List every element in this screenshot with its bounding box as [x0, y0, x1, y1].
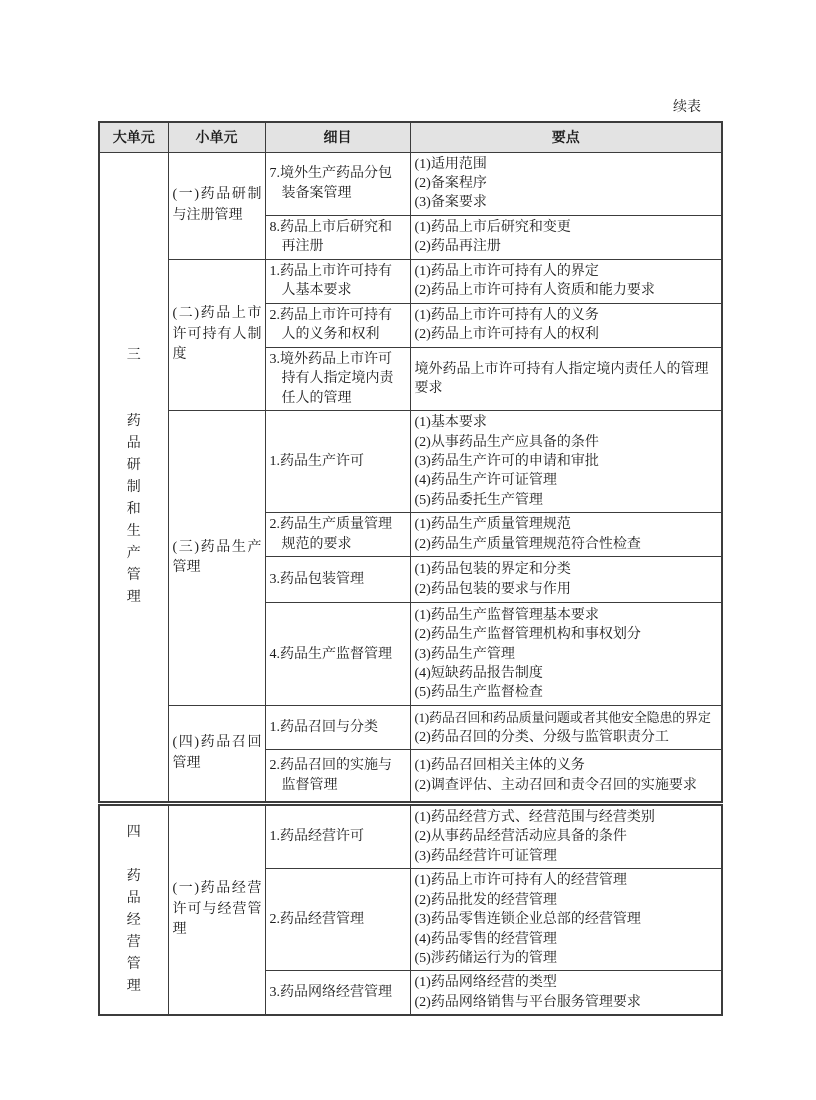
- point-line: (1)药品生产质量管理规范: [414, 517, 571, 533]
- point-line: (1)药品召回和药品质量问题或者其他安全隐患的界定: [414, 710, 711, 726]
- syllabus-table: [98, 121, 723, 1016]
- minor-unit-cell: (一)药品研制与注册管理: [168, 152, 265, 259]
- continued-table-label: 续表: [673, 100, 701, 115]
- major-unit-name: 药品研制和生产管理: [126, 413, 141, 605]
- key-points-cell: [410, 259, 722, 303]
- point-line: (1)药品上市许可持有人的界定: [414, 263, 599, 279]
- point-line: (2)调查评估、主动召回和责令召回的实施要求: [414, 777, 697, 793]
- point-line: (1)药品包装的界定和分类: [414, 562, 571, 578]
- point-line: (1)药品召回相关主体的义务: [414, 758, 585, 774]
- detail-item-cell: 1.药品召回与分类: [265, 706, 410, 750]
- table-row: [99, 706, 722, 750]
- key-points-cell: [410, 603, 722, 706]
- point-line: (3)药品经营许可证管理: [414, 848, 557, 864]
- point-line: (4)短缺药品报告制度: [414, 665, 543, 681]
- detail-item-cell: 7.境外生产药品分包装备案管理: [265, 152, 410, 215]
- detail-item-cell: 2.药品生产质量管理规范的要求: [265, 513, 410, 557]
- key-points-cell: [410, 971, 722, 1015]
- major-unit-cell: [99, 152, 168, 804]
- header-cell-detail: 细目: [265, 122, 410, 152]
- point-line: (1)药品网络经营的类型: [414, 975, 557, 991]
- point-line: 境外药品上市许可持有人指定境内责任人的管理要求: [414, 361, 709, 396]
- detail-item-cell: 1.药品生产许可: [265, 411, 410, 513]
- detail-item-cell: 2.药品召回的实施与监督管理: [265, 750, 410, 804]
- minor-unit-cell: (三)药品生产管理: [168, 411, 265, 706]
- point-line: (4)药品零售的经营管理: [414, 931, 557, 947]
- point-line: (1)药品上市后研究和变更: [414, 219, 571, 235]
- point-line: (1)药品上市许可持有人的经营管理: [414, 873, 627, 889]
- point-line: (1)基本要求: [414, 415, 487, 431]
- minor-unit-cell: (四)药品召回管理: [168, 706, 265, 804]
- detail-item-cell: 2.药品上市许可持有人的义务和权利: [265, 303, 410, 347]
- key-points-cell: [410, 706, 722, 750]
- table-row: [99, 259, 722, 303]
- point-line: (2)药品网络销售与平台服务管理要求: [414, 994, 641, 1010]
- point-line: (5)药品委托生产管理: [414, 492, 543, 508]
- header-cell-major-unit: 大单元: [99, 122, 168, 152]
- point-line: (1)药品经营方式、经营范围与经营类别: [414, 810, 655, 826]
- major-unit-name: 药品经营管理: [126, 869, 141, 995]
- point-line: (2)药品再注册: [414, 239, 501, 255]
- key-points-cell: [410, 215, 722, 259]
- detail-item-cell: 3.境外药品上市许可持有人指定境内责任人的管理: [265, 347, 410, 411]
- point-line: (5)药品生产监督检查: [414, 685, 543, 701]
- point-line: (2)备案程序: [414, 175, 487, 191]
- detail-item-cell: 1.药品上市许可持有人基本要求: [265, 259, 410, 303]
- header-cell-key-points: 要点: [410, 122, 722, 152]
- point-line: (2)药品召回的分类、分级与监管职责分工: [414, 729, 669, 745]
- point-line: (3)药品零售连锁企业总部的经营管理: [414, 912, 641, 928]
- point-line: (2)从事药品经营活动应具备的条件: [414, 829, 627, 845]
- point-line: (3)药品生产管理: [414, 646, 515, 662]
- key-points-cell: [410, 303, 722, 347]
- table-header-row: [99, 122, 722, 152]
- point-line: (2)药品生产质量管理规范符合性检查: [414, 536, 641, 552]
- key-points-cell: [410, 347, 722, 411]
- point-line: (2)从事药品生产应具备的条件: [414, 434, 599, 450]
- minor-unit-cell: (一)药品经营许可与经营管理: [168, 804, 265, 1016]
- key-points-cell: [410, 804, 722, 869]
- key-points-cell: [410, 557, 722, 603]
- key-points-cell: [410, 750, 722, 804]
- major-unit-number: 三: [126, 347, 141, 363]
- point-line: (5)涉药储运行为的管理: [414, 950, 557, 966]
- header-cell-minor-unit: 小单元: [168, 122, 265, 152]
- detail-item-cell: 4.药品生产监督管理: [265, 603, 410, 706]
- key-points-cell: [410, 869, 722, 971]
- point-line: (1)药品生产监督管理基本要求: [414, 607, 599, 623]
- point-line: (2)药品上市许可持有人的权利: [414, 327, 599, 343]
- detail-item-cell: 8.药品上市后研究和再注册: [265, 215, 410, 259]
- point-line: (2)药品包装的要求与作用: [414, 581, 571, 597]
- point-line: (2)药品批发的经营管理: [414, 892, 557, 908]
- point-line: (4)药品生产许可证管理: [414, 473, 557, 489]
- point-line: (3)备案要求: [414, 195, 487, 211]
- detail-item-cell: 1.药品经营许可: [265, 804, 410, 869]
- detail-item-cell: 3.药品网络经营管理: [265, 971, 410, 1015]
- point-line: (2)药品生产监督管理机构和事权划分: [414, 627, 641, 643]
- point-line: (1)药品上市许可持有人的义务: [414, 307, 599, 323]
- table-row: [99, 804, 722, 869]
- point-line: (3)药品生产许可的申请和审批: [414, 454, 599, 470]
- key-points-cell: [410, 152, 722, 215]
- major-unit-number: 四: [126, 825, 141, 841]
- key-points-cell: [410, 513, 722, 557]
- key-points-cell: [410, 411, 722, 513]
- major-unit-cell: [99, 804, 168, 1016]
- minor-unit-cell: (二)药品上市许可持有人制度: [168, 259, 265, 411]
- point-line: (2)药品上市许可持有人资质和能力要求: [414, 283, 655, 299]
- detail-item-cell: 2.药品经营管理: [265, 869, 410, 971]
- detail-item-cell: 3.药品包装管理: [265, 557, 410, 603]
- table-row: [99, 152, 722, 215]
- point-line: (1)适用范围: [414, 156, 487, 172]
- table-row: [99, 411, 722, 513]
